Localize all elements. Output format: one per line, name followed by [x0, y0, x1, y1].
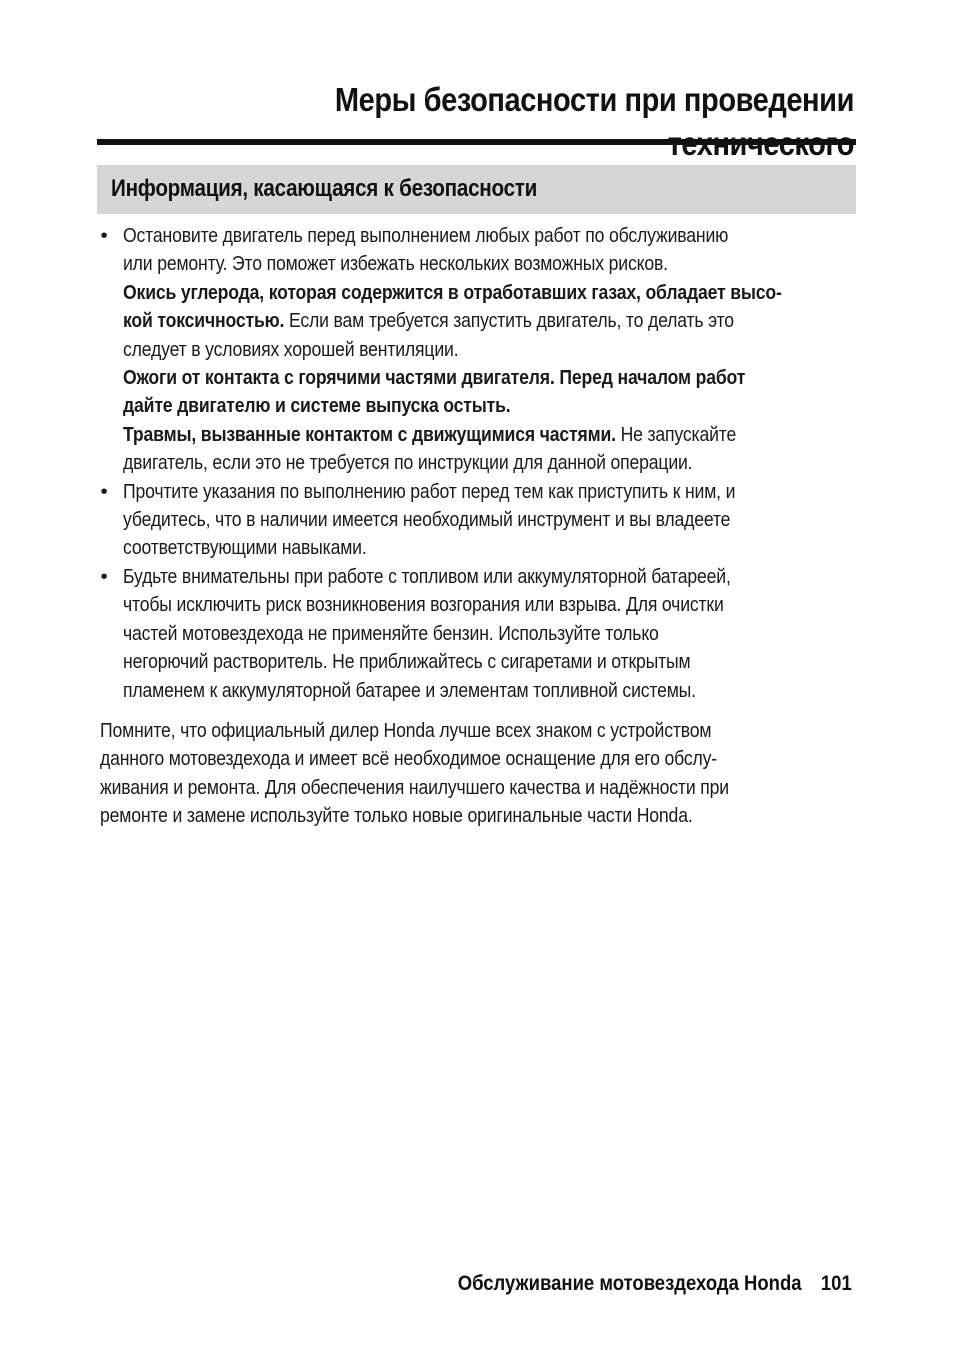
risk-moving-parts-text: Не запускайте — [615, 422, 737, 446]
paragraph-line: Помните, что официальный дилер Honda лучше всех знаком с устройством — [100, 719, 712, 742]
risk-burns-heading-end: дайте двигателю и системе выпуска остыть. — [123, 394, 511, 418]
risk-carbon-monoxide-text: Если вам требуется запустить двигатель, то делать это — [284, 309, 734, 333]
section-heading: Информация, касающаяся к безопасности — [111, 175, 538, 202]
safety-bullet-list — [97, 222, 867, 705]
bullet-item-stop-engine — [97, 222, 867, 478]
bullet-line: убедитесь, что в наличии имеется необходимый инструмент и вы владеете — [123, 508, 731, 532]
page-footer — [458, 1270, 852, 1298]
risk-moving-parts-line — [123, 421, 763, 449]
bullet-line: негорючий растворитель. Не приближайтесь с сигаретами и открытым — [123, 650, 691, 674]
bullet-line: чтобы исключить риск возникновения возгорания или взрыва. Для очистки — [123, 593, 724, 617]
title-divider — [97, 139, 856, 145]
page-number: 101 — [821, 1272, 852, 1295]
risk-burns-heading: Ожоги от контакта с горячими частями двигателя. Перед началом работ — [123, 366, 746, 390]
closing-paragraph — [100, 717, 880, 831]
bullet-line: Прочтите указания по выполнению работ перед тем как приступить к ним, и — [123, 479, 736, 503]
risk-carbon-monoxide-text-end: следует в условиях хорошей вентиляции. — [123, 337, 459, 361]
paragraph-line: живания и ремонта. Для обеспечения наилучшего качества и надёжности при — [100, 775, 729, 799]
risk-carbon-monoxide-line — [123, 307, 763, 335]
bullet-dot: • — [100, 224, 108, 247]
bullet-line: пламенем к аккумуляторной батарее и элементам топливной системы. — [123, 678, 696, 702]
bullet-line: частей мотовездехода не применяйте бензин. Используйте только — [123, 621, 659, 645]
risk-carbon-monoxide-heading-end: кой токсичностью. — [123, 309, 285, 333]
bullet-dot: • — [100, 479, 108, 503]
bullet-line: Остановите двигатель перед выполнением любых работ по обслуживанию — [123, 224, 729, 247]
risk-moving-parts-heading: Травмы, вызванные контактом с движущимися частями. — [123, 422, 616, 446]
paragraph-line: ремонте и замене используйте только новые оригинальные части Honda. — [100, 804, 693, 828]
bullet-line: Будьте внимательны при работе с топливом или аккумуляторной батареей, — [123, 564, 731, 588]
bullet-item-read-instructions — [97, 478, 867, 563]
footer-section-name: Обслуживание мотовездехода Honda — [457, 1272, 802, 1295]
bullet-line: соответствующими навыками. — [123, 536, 367, 560]
risk-carbon-monoxide-heading: Окись углерода, которая содержится в отработавших газах, обладает высо- — [123, 280, 782, 304]
section-heading-band — [97, 165, 856, 214]
bullet-dot: • — [100, 564, 108, 588]
risk-moving-parts-text-end: двигатель, если это не требуется по инструкции для данной операции. — [123, 451, 693, 475]
bullet-item-fuel-battery — [97, 563, 867, 705]
bullet-line: или ремонту. Это поможет избежать нескольких возможных рисков. — [123, 252, 668, 276]
paragraph-line: данного мотовездехода и имеет всё необходимое оснащение для его обслу- — [100, 747, 717, 771]
page-title-line-1: Меры безопасности при проведении — [334, 81, 854, 119]
